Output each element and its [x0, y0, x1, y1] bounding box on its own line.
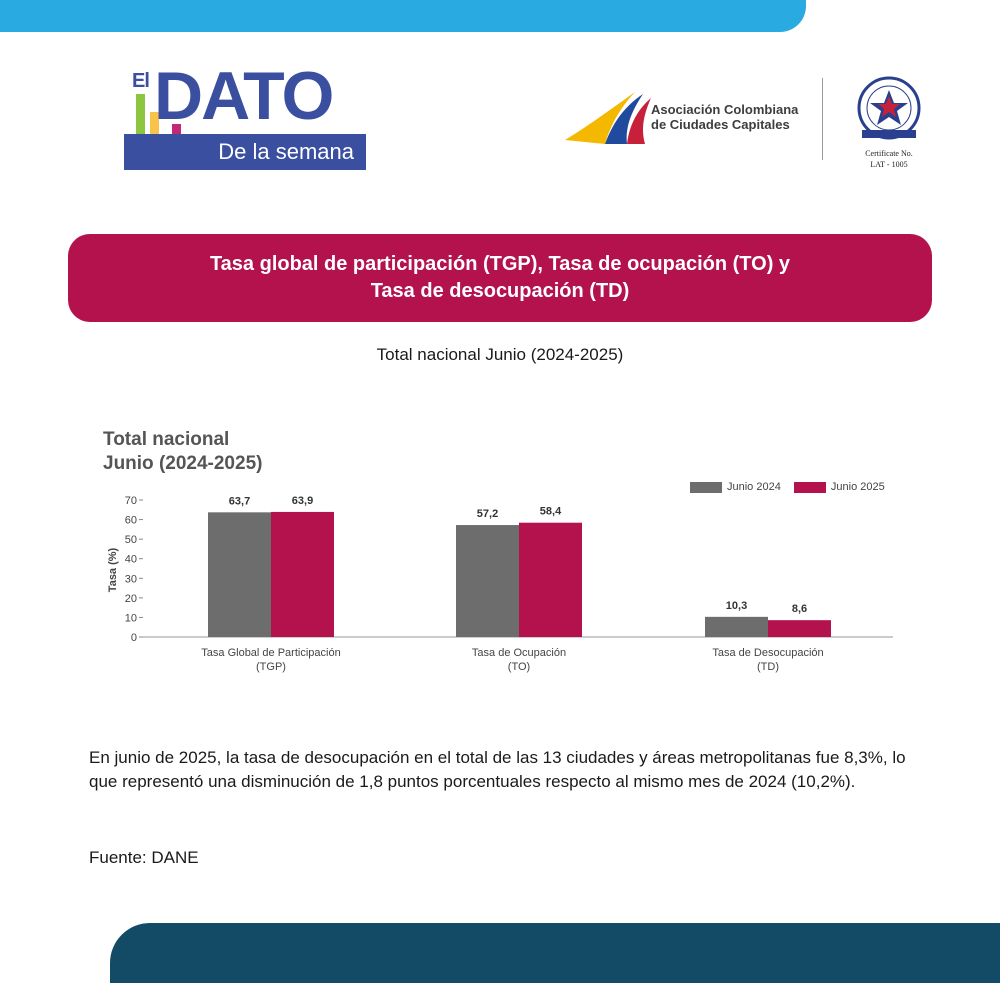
bar-2025-0 — [271, 512, 334, 637]
bar-2025-2 — [768, 620, 831, 637]
chart-subtitle: Total nacional Junio (2024-2025) — [376, 345, 624, 364]
certificate-caption-1: Certificate No. — [865, 149, 913, 158]
x-category-abbrev: (TD) — [757, 661, 779, 673]
certificate-caption-2: LAT - 1005 — [870, 160, 908, 169]
logo-subtitle: De la semana — [124, 134, 366, 170]
chart-title-line1: Total nacional — [103, 429, 230, 450]
logo-el-text: El — [132, 70, 149, 92]
banner-title-line2: Tasa de desocupación (TD) — [370, 280, 630, 302]
bar-2024-0 — [208, 512, 271, 637]
y-tick-label: 50 — [124, 534, 137, 547]
y-tick-label: 20 — [124, 592, 137, 605]
association-name-line1: Asociación Colombiana — [651, 102, 799, 117]
data-label: 63,9 — [291, 494, 314, 507]
association-name-line2: de Ciudades Capitales — [651, 117, 790, 132]
source-note: Fuente: DANE — [89, 848, 199, 867]
y-tick-label: 0 — [130, 632, 137, 644]
x-category-abbrev: (TO) — [507, 661, 531, 673]
data-label: 63,7 — [228, 495, 251, 508]
y-tick-label: 70 — [124, 495, 137, 507]
bar-2025-1 — [519, 523, 582, 637]
y-tick-label: 10 — [124, 612, 137, 625]
banner-title-line1: Tasa global de participación (TGP), Tasa de ocupación (TO) y — [209, 253, 791, 275]
summary-paragraph: En junio de 2025, la tasa de desocupación en el total de las 13 ciudades y áreas metropolitanas fue 8,3%, lo que representó una disminución de 1,8 puntos porcentuales respecto al mismo mes de 2024 (10,2%). — [89, 748, 906, 791]
legend-label-2025: Junio 2025 — [830, 481, 885, 493]
chart-title-line2: Junio (2024-2025) — [103, 453, 263, 474]
y-axis-label: Tasa (%) — [107, 547, 119, 593]
data-label: 57,2 — [476, 508, 499, 521]
y-tick-label: 30 — [124, 573, 137, 586]
y-tick-label: 40 — [124, 553, 137, 566]
x-category-abbrev: (TGP) — [256, 661, 286, 673]
data-label: 10,3 — [725, 599, 748, 612]
x-category-label: Tasa Global de Participación — [201, 647, 341, 659]
logo-dato-text: DATO — [154, 58, 333, 134]
data-label: 58,4 — [539, 505, 562, 518]
y-tick-label: 60 — [124, 514, 137, 527]
x-category-label: Tasa de Desocupación — [712, 647, 824, 659]
bar-2024-1 — [456, 525, 519, 637]
bar-2024-2 — [705, 617, 768, 637]
data-label: 8,6 — [791, 603, 808, 616]
x-category-label: Tasa de Ocupación — [471, 647, 567, 659]
legend-label-2024: Junio 2024 — [727, 481, 781, 493]
